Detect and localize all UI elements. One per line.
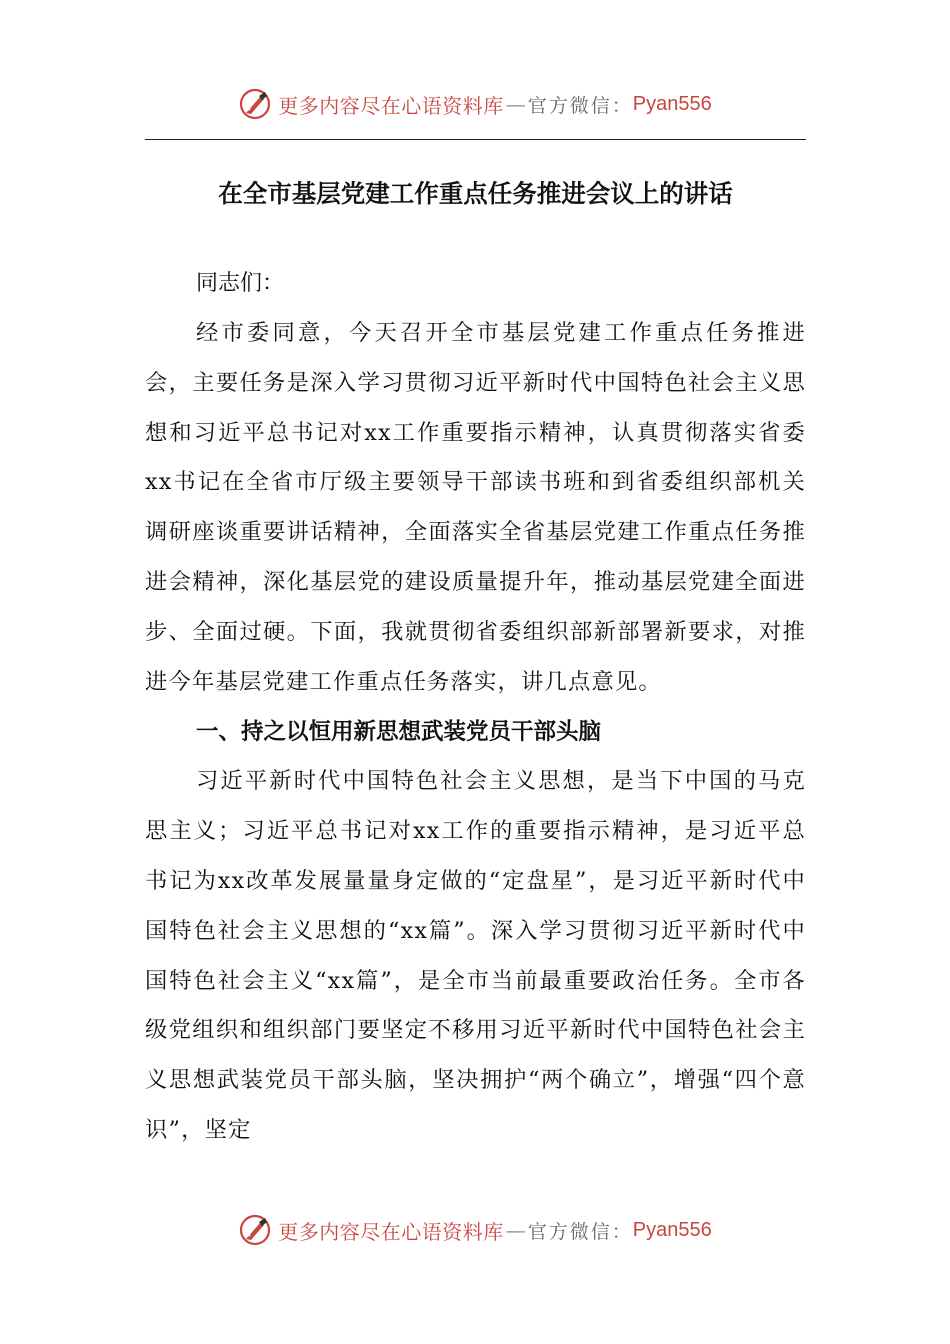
document-body [145, 174, 806, 1156]
header-watermark [0, 84, 950, 124]
watermark-brand: 更多内容尽在心语资料库 [278, 1219, 504, 1244]
watermark-wechat-id: Pyan556 [632, 92, 712, 115]
watermark-separator: — [505, 1218, 526, 1242]
pen-nib-logo-icon [238, 1213, 272, 1247]
body-paragraph: 经市委同意，今天召开全市基层党建工作重点任务推进会，主要任务是深入学习贯彻习近平新时代中国特色社会主义思想和习近平总书记对xx工作重要指示精神，认真贯彻落实省委xx书记在全省市厅级主要领导干部读书班和到省委组织部机关调研座谈重要讲话精神，全面落实全省基层党建工作重点任务推进会精神，深化基层党的建设质量提升年，推动基层党建全面进步、全面过硬。下面，我就贯彻省委组织部新部署新要求，对推进今年基层党建工作重点任务落实，讲几点意见。 [145, 320, 806, 695]
section-heading: 一、持之以恒用新思想武装党员干部头脑 [196, 719, 602, 746]
document-title: 在全市基层党建工作重点任务推进会议上的讲话 [218, 179, 733, 208]
section-paragraph: 习近平新时代中国特色社会主义思想，是当下中国的马克思主义；习近平总书记对xx工作的重要指示精神，是习近平总书记为xx改革发展量量身定做的“定盘星”，是习近平新时代中国特色社会主义思想的“xx篇”。深入学习贯彻习近平新时代中国特色社会主义“xx篇”，是全市当前最重要政治任务。全市各级党组织和组织部门要坚定不移用习近平新时代中国特色社会主义思想武装党员干部头脑，坚决拥护“两个确立”，增强“四个意识”，坚定 [145, 768, 806, 1143]
header-divider [145, 139, 806, 140]
watermark-wechat-label: 官方微信： [527, 94, 633, 117]
salutation: 同志们： [196, 271, 285, 296]
watermark-brand: 更多内容尽在心语资料库 [278, 93, 504, 118]
watermark-wechat-label: 官方微信： [527, 1220, 633, 1243]
watermark-wechat-id: Pyan556 [632, 1218, 712, 1241]
pen-nib-logo-icon [238, 87, 272, 121]
footer-watermark [0, 1210, 950, 1250]
watermark-separator: — [505, 92, 526, 116]
